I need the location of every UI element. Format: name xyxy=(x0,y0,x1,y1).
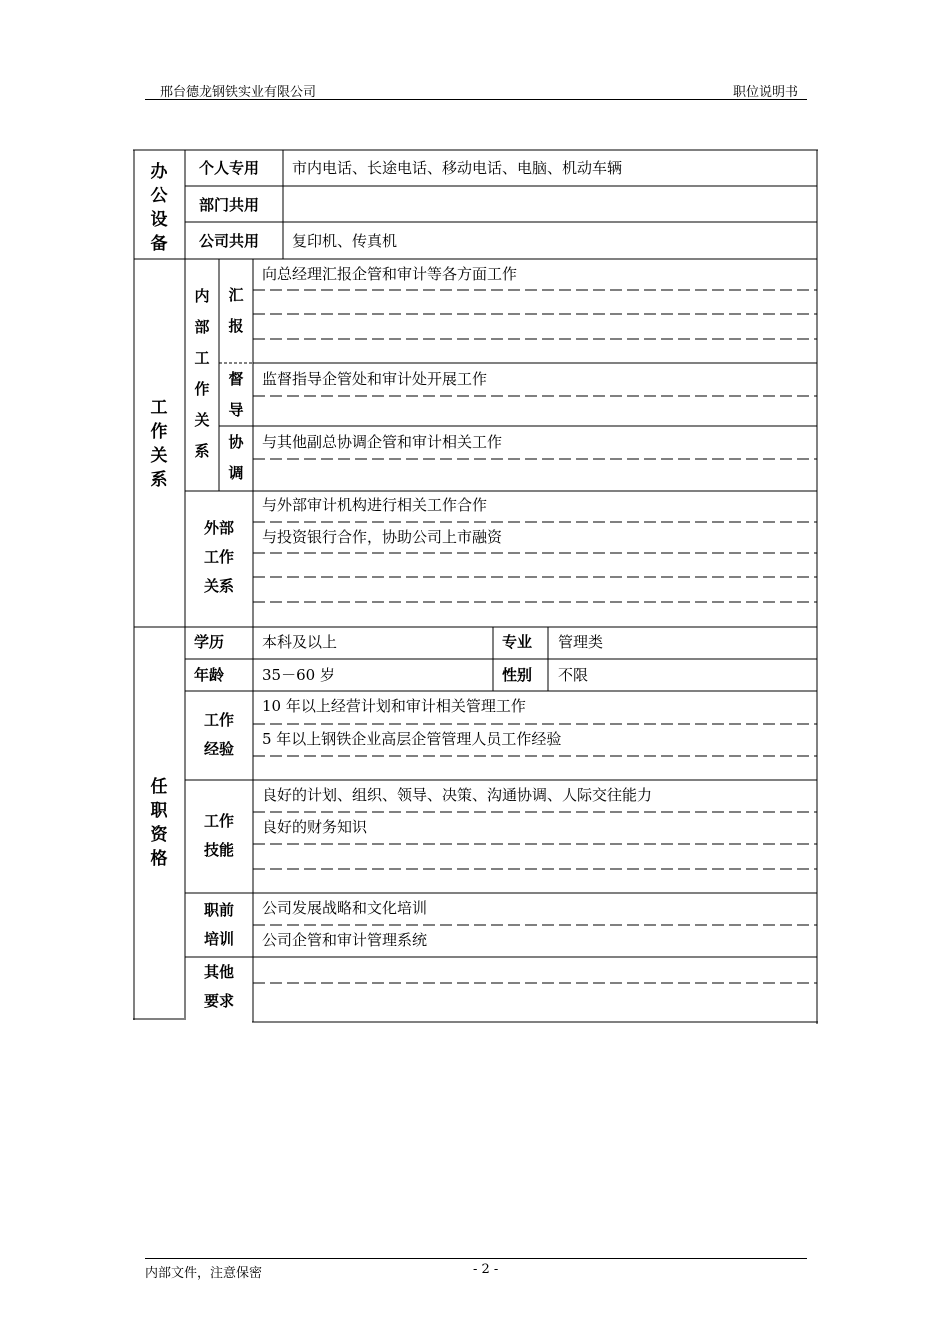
external-relations-label-1: 外部 xyxy=(203,519,234,537)
personal-use-value: 市内电话、长途电话、移动电话、电脑、机动车辆 xyxy=(292,159,623,177)
external-relations-label-2: 工作 xyxy=(203,548,234,566)
gender-value: 不限 xyxy=(558,666,589,684)
training-line-2: 公司企管和审计管理系统 xyxy=(262,931,428,949)
company-shared-value: 复印机、传真机 xyxy=(292,232,398,250)
training-line-1: 公司发展战略和文化培训 xyxy=(262,899,428,917)
training-label-1: 职前 xyxy=(203,901,234,919)
age-label: 年龄 xyxy=(194,666,225,684)
coordinate-label: 协调 xyxy=(228,433,244,482)
skills-label-2: 技能 xyxy=(203,841,234,859)
experience-line-2: 5 年以上钢铁企业高层企管管理人员工作经验 xyxy=(262,730,562,748)
internal-relations-label: 内部工作关系 xyxy=(194,287,210,460)
age-value: 35－60 岁 xyxy=(262,666,335,684)
major-value: 管理类 xyxy=(558,633,604,651)
external-line-2: 与投资银行合作，协助公司上市融资 xyxy=(262,528,503,546)
company-shared-label: 公司共用 xyxy=(199,232,260,250)
personal-use-label: 个人专用 xyxy=(199,159,260,177)
supervise-label: 督导 xyxy=(228,370,244,419)
report-label: 汇报 xyxy=(228,286,244,335)
experience-line-1: 10 年以上经营计划和审计相关管理工作 xyxy=(262,697,526,715)
report-line-1: 向总经理汇报企管和审计等各方面工作 xyxy=(262,265,518,283)
office-equipment-title: 办公设备 xyxy=(150,162,168,254)
education-label: 学历 xyxy=(194,633,225,651)
supervise-line-1: 监督指导企管处和审计处开展工作 xyxy=(262,370,488,388)
skills-line-2: 良好的财务知识 xyxy=(262,818,368,836)
major-label: 专业 xyxy=(502,633,533,651)
work-relations-title: 工作关系 xyxy=(150,398,168,490)
skills-label-1: 工作 xyxy=(203,812,234,830)
qualifications-title: 任职资格 xyxy=(150,777,168,869)
coordinate-line-1: 与其他副总协调企管和审计相关工作 xyxy=(262,433,503,451)
external-relations-label-3: 关系 xyxy=(203,577,234,595)
header-doc-type: 职位说明书 xyxy=(733,85,799,100)
other-label-2: 要求 xyxy=(203,992,234,1010)
footer-confidential: 内部文件，注意保密 xyxy=(145,1266,263,1281)
education-value: 本科及以上 xyxy=(262,633,338,651)
external-line-1: 与外部审计机构进行相关工作合作 xyxy=(262,496,488,514)
header-company: 邢台德龙钢铁实业有限公司 xyxy=(160,85,317,100)
footer-page-number: - 2 - xyxy=(473,1262,499,1277)
department-shared-label: 部门共用 xyxy=(199,196,260,214)
training-label-2: 培训 xyxy=(203,930,234,948)
experience-label-1: 工作 xyxy=(203,711,234,729)
gender-label: 性别 xyxy=(502,666,533,684)
skills-line-1: 良好的计划、组织、领导、决策、沟通协调、人际交往能力 xyxy=(262,786,653,804)
other-label-1: 其他 xyxy=(203,963,234,981)
experience-label-2: 经验 xyxy=(203,740,234,758)
